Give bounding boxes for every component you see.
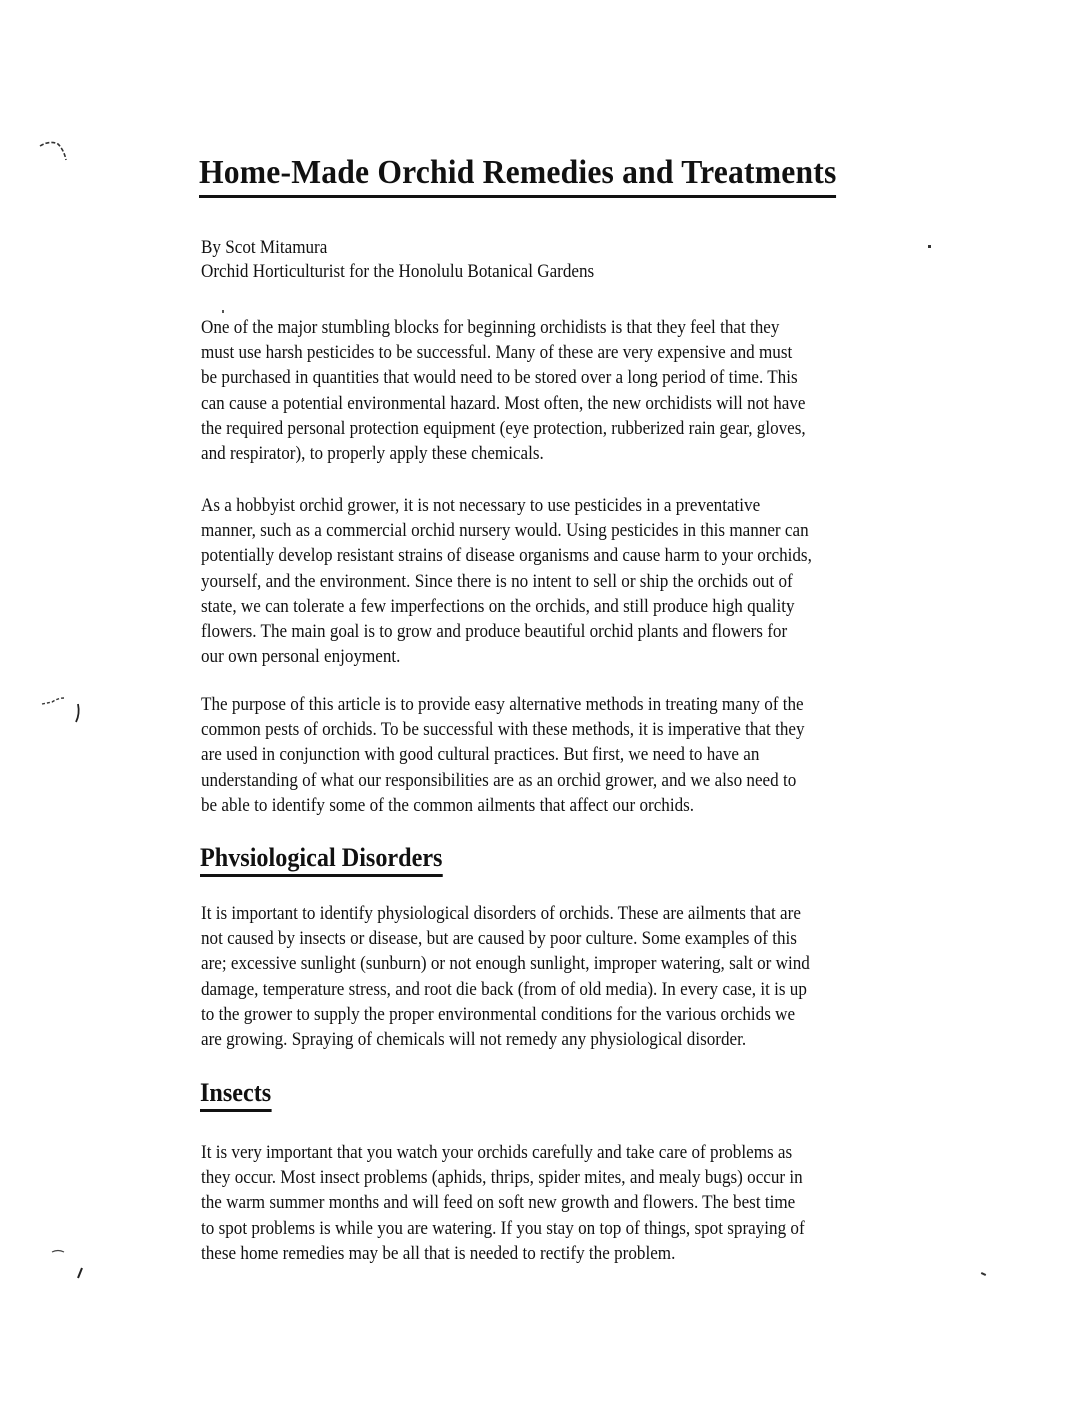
section-heading-physiological-disorders: Phvsiological Disorders [200,843,442,877]
paragraph-line: are growing. Spraying of chemicals will not remedy any physiological disorder. [201,1029,747,1051]
intro-paragraph-2 [201,493,812,669]
byline [201,236,594,284]
paragraph-line: are used in conjunction with good cultural practices. But first, we need to have an [201,744,760,766]
paragraph-line: not caused by insects or disease, but are caused by poor culture. Some examples of this [201,928,797,950]
hole-punch-mark-middle [38,692,82,732]
hole-punch-mark-bottom [48,1244,88,1284]
section-paragraph-insects [201,1140,805,1266]
intro-paragraph-1 [201,315,806,466]
scan-speck [928,245,931,248]
section-heading-insects: Insects [200,1078,271,1112]
author-name: By Scot Mitamura [201,237,328,258]
paragraph-line: The purpose of this article is to provide easy alternative methods in treating many of the [201,694,804,715]
paragraph-line: to the grower to supply the proper environmental conditions for the various orchids we [201,1003,796,1025]
paragraph-line: can cause a potential environmental hazard. Most often, the new orchidists will not have [201,392,806,414]
document-title: Home-Made Orchid Remedies and Treatments [199,153,836,198]
paragraph-line: It is very important that you watch your orchids carefully and take care of problems as [201,1142,793,1163]
intro-paragraph-3 [201,692,805,818]
paragraph-line: the required personal protection equipment (eye protection, rubberized rain gear, gloves, [201,417,806,439]
paragraph-line: As a hobbyist orchid grower, it is not necessary to use pesticides in a preventative [201,495,761,516]
paragraph-line: flowers. The main goal is to grow and produce beautiful orchid plants and flowers for [201,621,788,643]
paragraph-line: One of the major stumbling blocks for beginning orchidists is that they feel that they [201,317,780,338]
paragraph-line: must use harsh pesticides to be successful. Many of these are very expensive and must [201,342,793,364]
paragraph-line: yourself, and the environment. Since there is no intent to sell or ship the orchids out of [201,570,793,592]
paragraph-line: be purchased in quantities that would need to be stored over a long period of time. This [201,367,798,389]
paragraph-line: manner, such as a commercial orchid nursery would. Using pesticides in this manner can [201,520,809,542]
hole-punch-mark-top [36,138,76,174]
paragraph-line: It is important to identify physiological disorders of orchids. These are ailments that are [201,903,801,924]
paragraph-line: understanding of what our responsibilities are as an orchid grower, and we also need to [201,769,797,791]
paragraph-line: our own personal enjoyment. [201,646,401,668]
paragraph-line: to spot problems is while you are watering. If you stay on top of things, spot spraying of [201,1217,805,1239]
paragraph-line: state, we can tolerate a few imperfections on the orchids, and still produce high quality [201,595,795,617]
paragraph-line: common pests of orchids. To be successful with these methods, it is imperative that they [201,719,805,741]
paragraph-line: and respirator), to properly apply these chemicals. [201,443,544,465]
section-paragraph-physiological-disorders [201,901,810,1052]
scan-speck [222,310,224,313]
paragraph-line: they occur. Most insect problems (aphids, thrips, spider mites, and mealy bugs) occur in [201,1167,803,1189]
author-affiliation: Orchid Horticulturist for the Honolulu Botanical Gardens [201,261,595,282]
paragraph-line: the warm summer months and will feed on soft new growth and flowers. The best time [201,1192,796,1214]
paragraph-line: damage, temperature stress, and root die back (from of old media). In every case, it is up [201,978,807,1000]
paragraph-line: are; excessive sunlight (sunburn) or not enough sunlight, improper watering, salt or wind [201,953,810,975]
paragraph-line: be able to identify some of the common ailments that affect our orchids. [201,794,695,816]
paragraph-line: these home remedies may be all that is needed to rectify the problem. [201,1242,676,1264]
paragraph-line: potentially develop resistant strains of disease organisms and cause harm to your orchids, [201,545,812,567]
scan-speck [981,1272,986,1276]
